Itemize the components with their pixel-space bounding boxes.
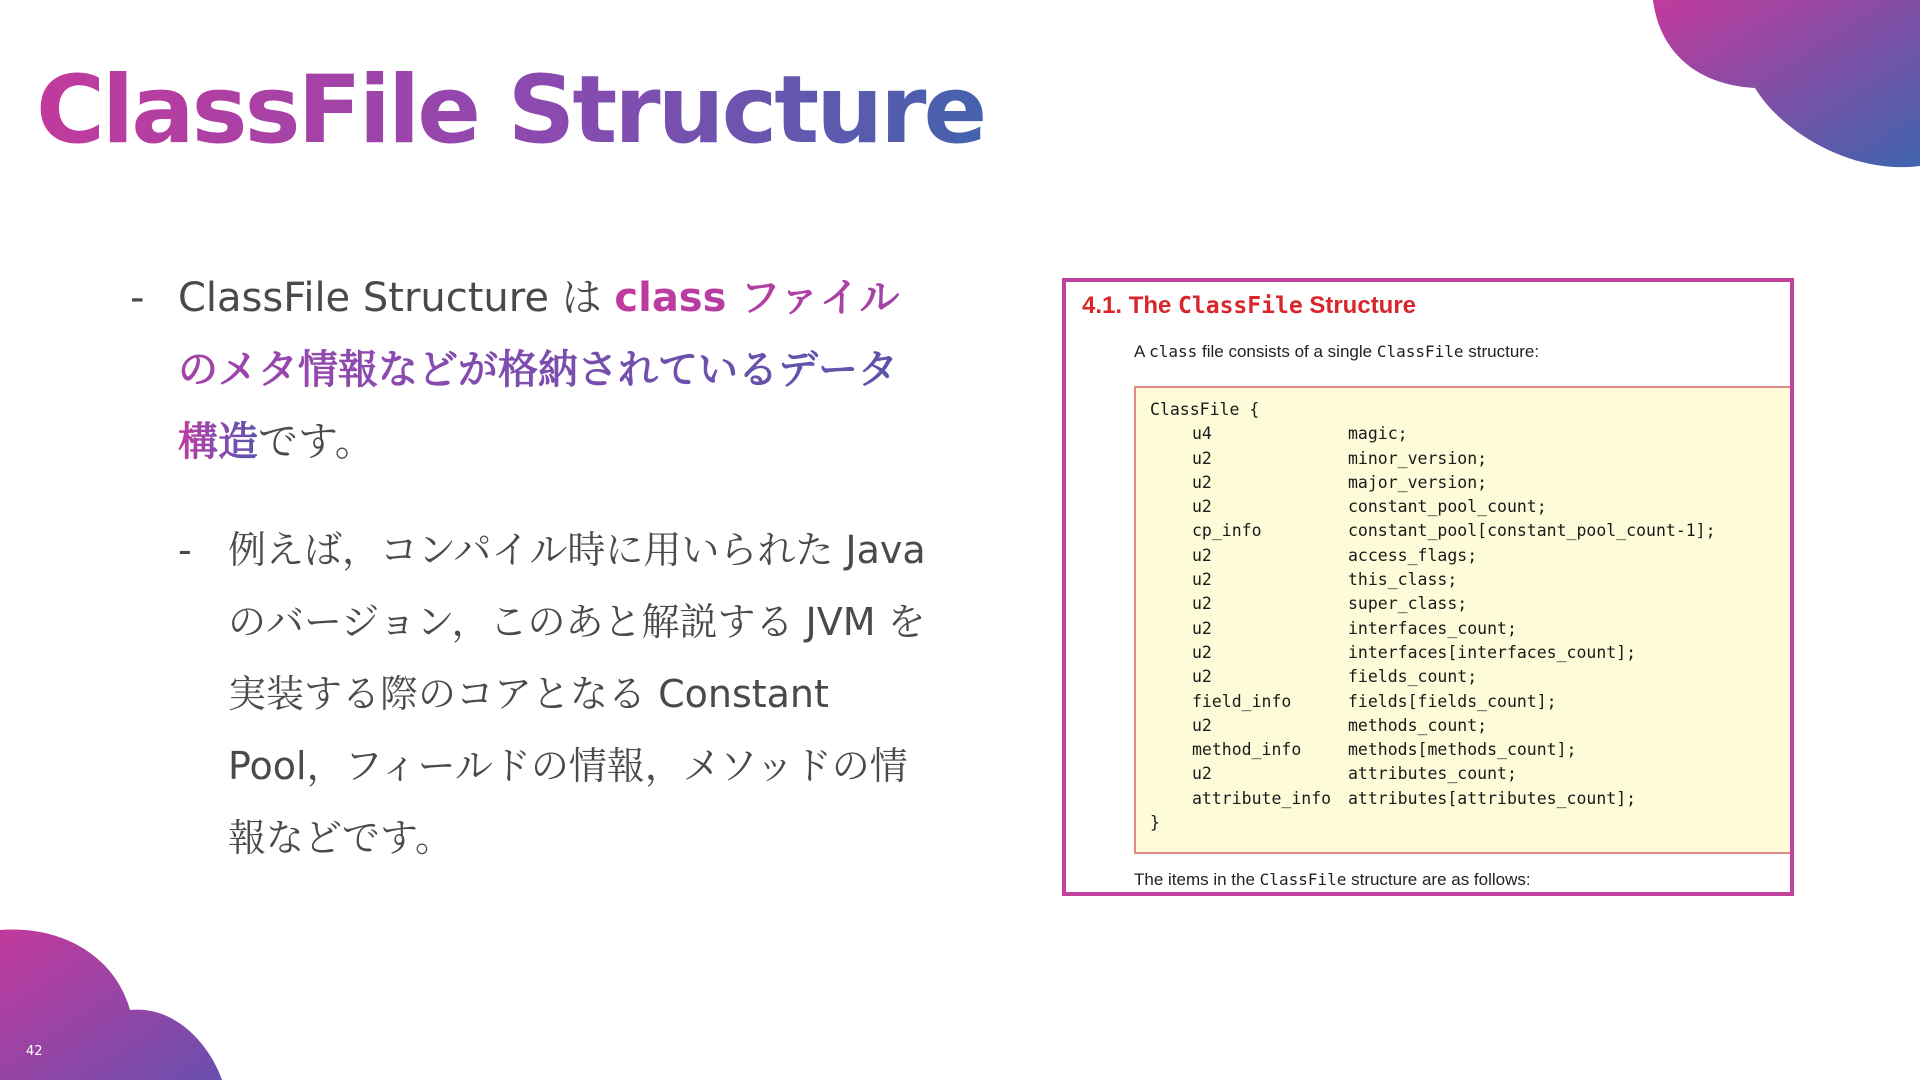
slide-title: ClassFile Structure bbox=[36, 56, 985, 165]
field-type: u4 bbox=[1192, 424, 1212, 444]
field-name: minor_version; bbox=[1348, 448, 1488, 468]
bullet-dash: - bbox=[130, 275, 145, 321]
code-field-line bbox=[1150, 617, 1794, 641]
bullet-main-highlight: class ファイルのメタ情報などが格納されているデータ bbox=[178, 275, 900, 393]
field-name: interfaces[interfaces_count]; bbox=[1348, 642, 1637, 662]
field-name: attributes_count; bbox=[1348, 764, 1517, 784]
bullet-main-suffix: です。 bbox=[258, 419, 375, 465]
code-field-line bbox=[1150, 544, 1794, 568]
field-name: constant_pool[constant_pool_count-1]; bbox=[1348, 521, 1716, 541]
field-name: fields[fields_count]; bbox=[1348, 691, 1557, 711]
bullet-sub-text: 例えば，コンパイル時に用いられた Java のバージョン，このあと解説する JVM を実装する際のコアとなる Constant Pool，フィールドの情報，メソッドの情報などです。 bbox=[228, 528, 926, 860]
field-type: u2 bbox=[1192, 545, 1212, 565]
code-block bbox=[1134, 386, 1794, 854]
code-field-line bbox=[1150, 495, 1794, 519]
field-type: u2 bbox=[1192, 472, 1212, 492]
spec-heading: 4.1. The ClassFile Structure bbox=[1082, 292, 1417, 319]
code-field-line bbox=[1150, 714, 1794, 738]
field-type: u2 bbox=[1192, 570, 1212, 590]
field-name: magic; bbox=[1348, 424, 1408, 444]
code-field-line bbox=[1150, 787, 1794, 811]
field-name: access_flags; bbox=[1348, 545, 1478, 565]
field-type: u2 bbox=[1192, 715, 1212, 735]
field-name: fields_count; bbox=[1348, 667, 1478, 687]
field-type: u2 bbox=[1192, 618, 1212, 638]
code-field-line bbox=[1150, 422, 1794, 446]
code-field-line bbox=[1150, 665, 1794, 689]
bullet-sub bbox=[178, 514, 928, 874]
field-name: constant_pool_count; bbox=[1348, 497, 1547, 517]
bullet-dash: - bbox=[178, 528, 192, 572]
bullet-main-prefix: ClassFile Structure は bbox=[178, 275, 615, 321]
code-field-line bbox=[1150, 690, 1794, 714]
spec-intro: A class file consists of a single ClassFile structure: bbox=[1134, 342, 1540, 361]
field-type: u2 bbox=[1192, 764, 1212, 784]
field-name: super_class; bbox=[1348, 594, 1468, 614]
field-name: interfaces_count; bbox=[1348, 618, 1517, 638]
field-type: cp_info bbox=[1192, 521, 1262, 541]
field-type: u2 bbox=[1192, 594, 1212, 614]
code-field-line bbox=[1150, 447, 1794, 471]
field-type: u2 bbox=[1192, 642, 1212, 662]
bullet-main-highlight-2: 構造 bbox=[178, 419, 258, 465]
code-field-line bbox=[1150, 568, 1794, 592]
code-field-line bbox=[1150, 762, 1794, 786]
spec-footer: The items in the ClassFile structure are as follows: bbox=[1134, 870, 1531, 889]
corner-decoration-top-right bbox=[1620, 0, 1920, 180]
field-type: method_info bbox=[1192, 740, 1302, 760]
code-open: ClassFile { bbox=[1150, 400, 1260, 419]
field-name: attributes[attributes_count]; bbox=[1348, 788, 1637, 808]
spec-screenshot bbox=[1062, 278, 1794, 896]
field-name: methods_count; bbox=[1348, 715, 1488, 735]
field-type: u2 bbox=[1192, 667, 1212, 687]
field-name: this_class; bbox=[1348, 570, 1458, 590]
field-type: u2 bbox=[1192, 497, 1212, 517]
page-number: 42 bbox=[26, 1044, 43, 1059]
code-close: } bbox=[1150, 813, 1160, 833]
bullet-list bbox=[130, 262, 960, 874]
code-field-line bbox=[1150, 738, 1794, 762]
field-name: major_version; bbox=[1348, 472, 1488, 492]
bullet-main bbox=[130, 262, 918, 478]
code-field-line bbox=[1150, 592, 1794, 616]
code-field-line bbox=[1150, 519, 1794, 543]
code-field-line bbox=[1150, 641, 1794, 665]
field-type: attribute_info bbox=[1192, 788, 1332, 808]
field-name: methods[methods_count]; bbox=[1348, 740, 1577, 760]
field-type: u2 bbox=[1192, 448, 1212, 468]
code-field-line bbox=[1150, 471, 1794, 495]
field-type: field_info bbox=[1192, 691, 1292, 711]
